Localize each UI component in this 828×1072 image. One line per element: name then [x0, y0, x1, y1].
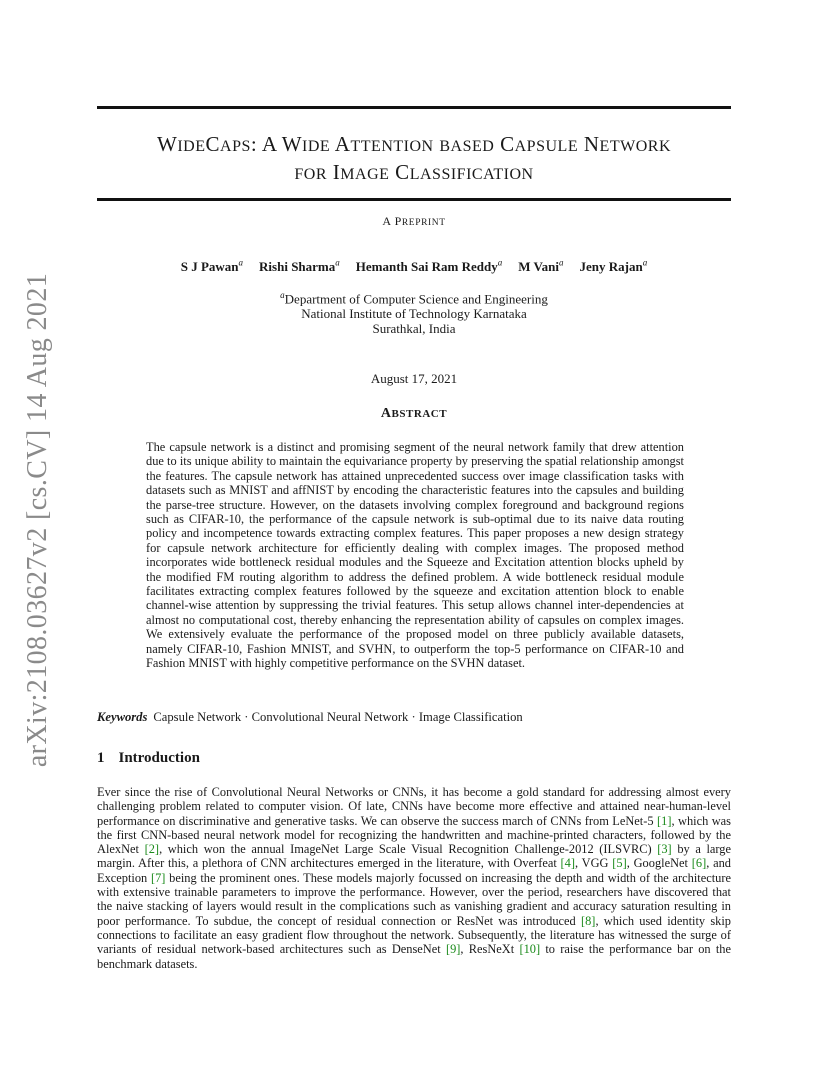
author-affiliation-mark: a: [238, 258, 244, 268]
preprint-label: A PREPRINT: [382, 214, 446, 228]
author-affiliation-mark: a: [559, 258, 564, 268]
author-name: [259, 259, 340, 274]
author-affiliation-mark: a: [642, 258, 648, 268]
citation-link[interactable]: [3]: [657, 842, 672, 857]
author-list: [97, 258, 731, 275]
affiliation-line-1: $^a$Department of Computer Science and Engineering: [280, 290, 548, 307]
introduction-paragraph: Ever since the rise of Convolutional Neural Networks or CNNs, it has become a gold standard for addressing almost every challenging problem related to computer vision. Of late, CNNs have become more effective and attained near-human-level performance on discriminative and generative tasks. We can observe the success march of CNNs from LeNet-5 [1], which was the first CNN-based neural network model for recognizing the handwritten and machine-printed characters, followed by the AlexNet [2], which won the annual ImageNet Large Scale Visual Recognition Challenge-2012 (ILSVRC) [3] by a large margin. After this, a plethora of CNN architectures emerged in the literature, with Overfeat [4], VGG [5], GoogleNet [6], and Exception [7] being the prominent ones. These models majorly focussed on increasing the depth and width of the architecture with extensive trainable parameters to improve the performance. However, over the period, researchers have discovered that the naive stacking of layers would result in the complications such as vanishing gradient and accuracy saturation resulting in poor performance. To subdue, the concept of residual connection or ResNet was introduced [8], which used identity skip connections to facilitate an easy gradient flow throughout the network. Subsequently, the literature has witnessed the surge of variants of residual network-based architectures such as DenseNet [9], ResNeXt [10] to raise the performance bar on the benchmark datasets.: [97, 785, 732, 971]
abstract-text: The capsule network is a distinct and promising segment of the neural network family that drew attention due to its unique ability to maintain the equivariance property by preserving the spatial relationship amongst the features. The capsule network has attained unprecedented success over image classification tasks with datasets such as MNIST and affNIST by encoding the characteristic features into the capsules and building the parse-tree structure. However, on the datasets involving complex foreground and background regions such as CIFAR-10, the performance of the capsule network is sub-optimal due to its naive data routing policy and incompetence towards extracting complex features. This paper proposes a new design strategy for capsule network architecture for efficiently dealing with complex images. The proposed method incorporates wide bottleneck residual modules and the Squeeze and Excitation attention blocks upheld by the modified FM routing algorithm to address the defined problem. A wide bottleneck residual module facilitates extracting complex features followed by the squeeze and excitation attention block to enable channel-wise attention by suppressing the trivial features. This setup allows channel inter-dependencies at almost no computational cost, thereby enhancing the representation ability of capsules on complex images. We extensively evaluate the performance of the proposed model on three publicly available datasets, namely CIFAR-10, Fashion MNIST, and SVHN, to outperform the top-5 performance on CIFAR-10 and Fashion MNIST with highly competitive performance on the SVHN dataset.: [146, 440, 684, 671]
affiliation-line-3: Surathkal, India: [372, 321, 456, 337]
arxiv-stamp: arXiv:2108.03627v2 [cs.CV] 14 Aug 2021: [22, 272, 53, 768]
keywords-text: Capsule Network · Convolutional Neural Network · Image Classification: [153, 710, 523, 724]
paper-title-line-1: WIDECAPS: A WIDE ATTENTION BASED CAPSULE NETWORK: [156, 132, 671, 156]
author-name-text: Jeny Rajan: [579, 259, 643, 275]
author-name: [181, 259, 243, 274]
paper-date: August 17, 2021: [370, 371, 458, 386]
affiliation-sup: a: [280, 290, 285, 300]
section-heading: [97, 750, 200, 767]
author-name: [356, 259, 502, 274]
citation-link[interactable]: [4]: [560, 856, 575, 871]
citation-link[interactable]: [2]: [144, 842, 160, 857]
author-name: [518, 259, 563, 274]
author-name-text: M Vani: [518, 259, 560, 275]
affiliation: [97, 288, 731, 336]
abstract-heading: ABSTRACT: [380, 406, 448, 421]
author-name-text: Rishi Sharma: [259, 259, 336, 275]
citation-link[interactable]: [8]: [580, 913, 596, 928]
citation-link[interactable]: [1]: [657, 813, 672, 828]
keywords: [97, 710, 731, 725]
section-title: Introduction: [118, 750, 200, 766]
affiliation-line-2: National Institute of Technology Karnataka: [301, 306, 527, 322]
author-affiliation-mark: a: [335, 258, 340, 268]
citation-link[interactable]: [6]: [691, 856, 707, 871]
title-rule-bottom: [97, 198, 731, 201]
title-rule-top: [97, 106, 731, 109]
author-name: [580, 259, 648, 274]
author-name-text: Hemanth Sai Ram Reddy: [355, 259, 498, 275]
keywords-label: Keywords: [97, 710, 148, 724]
citation-link[interactable]: [9]: [445, 942, 461, 957]
author-name-text: S J Pawan: [180, 259, 239, 275]
paper-title-line-2: FOR IMAGE CLASSIFICATION: [294, 160, 534, 184]
citation-link[interactable]: [7]: [150, 870, 166, 885]
author-affiliation-mark: a: [497, 258, 503, 268]
citation-link[interactable]: [5]: [612, 856, 627, 871]
citation-link[interactable]: [10]: [519, 942, 541, 957]
section-number: 1: [97, 750, 105, 766]
